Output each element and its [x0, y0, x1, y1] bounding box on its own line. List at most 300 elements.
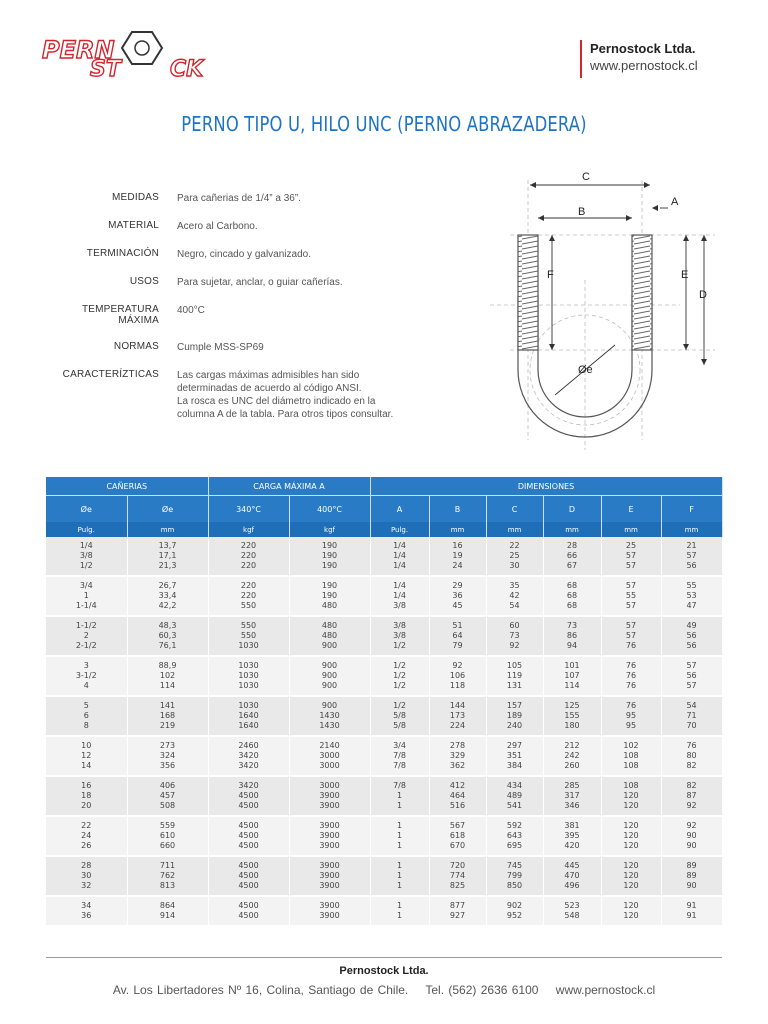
cell-value: 70	[686, 721, 697, 730]
spec-row	[40, 341, 470, 354]
table-cell	[289, 696, 370, 736]
logo-text-bottom-2: CK	[170, 57, 204, 82]
cell-value: 1	[396, 871, 403, 880]
cell-value: 190	[321, 561, 338, 570]
cell-value: 21	[686, 541, 697, 550]
cell-value: 76	[625, 701, 637, 710]
table-cell	[127, 576, 208, 616]
cell-value: 1	[396, 801, 403, 810]
cell-value: 774	[449, 871, 466, 880]
cell-value: 141	[159, 701, 176, 710]
cell-value: 56	[686, 641, 697, 650]
cell-value: 155	[564, 711, 580, 720]
cell-value: 7/8	[393, 751, 406, 760]
cell-value: 4500	[238, 871, 259, 880]
cell-value: 4500	[238, 801, 259, 810]
table-cell	[46, 816, 127, 856]
cell-value: 260	[564, 761, 580, 770]
cell-value: 1	[83, 591, 89, 600]
cell-value: 94	[566, 641, 578, 650]
spec-value	[177, 248, 467, 261]
cell-value: 56	[686, 671, 697, 680]
table-cell	[601, 896, 661, 926]
table-cell	[208, 776, 289, 816]
table-cell	[601, 696, 661, 736]
table-cell	[486, 816, 543, 856]
table-cell	[127, 776, 208, 816]
cell-value: 219	[159, 721, 176, 730]
footer-address: Av. Los Libertadores Nº 16, Colina, Santiago de Chile. Tel. (562) 2636 6100 www.pernostock.cl	[112, 983, 656, 997]
cell-value: 68	[566, 581, 578, 590]
cell-value: 457	[159, 791, 176, 800]
cell-value: 92	[686, 821, 697, 830]
spec-row	[40, 304, 470, 326]
spec-value-line: determinadas de acuerdo al código ANSI.	[177, 383, 362, 394]
cell-value: 900	[321, 681, 338, 690]
cell-value: 3900	[319, 861, 340, 870]
cell-value: 1/2	[79, 561, 93, 570]
unit-header: mm	[601, 522, 661, 537]
table-cell	[543, 696, 601, 736]
table-cell	[486, 696, 543, 736]
cell-value: 762	[159, 871, 176, 880]
cell-value: 3/8	[393, 631, 406, 640]
table-cell	[429, 776, 486, 816]
table-cell	[289, 896, 370, 926]
cell-value: 190	[321, 591, 338, 600]
cell-value: 1	[396, 901, 403, 910]
cell-value: 900	[321, 701, 338, 710]
cell-value: 317	[564, 791, 580, 800]
cell-value: 36	[81, 911, 92, 920]
cell-value: 381	[564, 821, 580, 830]
cell-value: 89	[686, 871, 697, 880]
spec-label: MATERIAL	[108, 220, 159, 231]
spec-value-line: Negro, cincado y galvanizado.	[177, 249, 311, 260]
table-cell	[46, 776, 127, 816]
cell-value: 1030	[238, 681, 259, 690]
cell-value: 131	[506, 681, 523, 690]
cell-value: 12	[81, 751, 92, 760]
cell-value: 660	[159, 841, 176, 850]
cell-value: 64	[452, 631, 463, 640]
cell-value: 102	[159, 671, 176, 680]
table-cell	[601, 816, 661, 856]
table-cell	[289, 776, 370, 816]
table-cell	[601, 616, 661, 656]
cell-value: 55	[625, 591, 637, 600]
unit-header: mm	[661, 522, 722, 537]
table-cell	[127, 816, 208, 856]
table-cell	[661, 856, 722, 896]
cell-value: 4500	[238, 791, 259, 800]
table-cell	[289, 576, 370, 616]
cell-value: 1	[396, 831, 403, 840]
cell-value: 14	[81, 761, 92, 770]
dim-label-oe: Øe	[578, 364, 593, 376]
cell-value: 825	[449, 881, 466, 890]
cell-value: 57	[625, 621, 637, 630]
table-row-group	[46, 776, 722, 816]
cell-value: 56	[686, 631, 697, 640]
cell-value: 799	[506, 871, 523, 880]
cell-value: 91	[686, 901, 697, 910]
cell-value: 3900	[319, 911, 340, 920]
group-header-dimensiones: DIMENSIONES	[370, 477, 722, 496]
table-row-group	[46, 696, 722, 736]
spec-value-line: 400°C	[177, 305, 205, 316]
cell-value: 36	[452, 591, 463, 600]
cell-value: 864	[159, 901, 176, 910]
cell-value: 92	[686, 801, 697, 810]
cell-value: 89	[686, 861, 697, 870]
cell-value: 76	[686, 741, 697, 750]
cell-value: 82	[686, 761, 697, 770]
unit-header: mm	[486, 522, 543, 537]
table-cell	[208, 736, 289, 776]
column-header: 400°C	[289, 496, 370, 523]
page-title: PERNO TIPO U, HILO UNC (PERNO ABRAZADERA)	[181, 112, 587, 136]
cell-value: 16	[81, 781, 92, 790]
cell-value: 3/8	[393, 601, 406, 610]
table-cell	[601, 656, 661, 696]
cell-value: 57	[625, 551, 637, 560]
spec-value	[177, 220, 467, 233]
table-cell	[429, 736, 486, 776]
company-website[interactable]: www.pernostock.cl	[590, 58, 698, 73]
company-name: Pernostock Ltda.	[590, 41, 696, 56]
table-cell	[127, 696, 208, 736]
cell-value: 351	[506, 751, 523, 760]
cell-value: 114	[564, 681, 580, 690]
company-header	[580, 40, 698, 78]
cell-value: 670	[449, 841, 466, 850]
table-cell	[601, 537, 661, 576]
cell-value: 4500	[238, 901, 259, 910]
spec-value-line: Acero al Carbono.	[177, 221, 258, 232]
table-cell	[429, 856, 486, 896]
table-cell	[127, 896, 208, 926]
cell-value: 88,9	[158, 661, 177, 670]
cell-value: 5/8	[393, 711, 406, 720]
cell-value: 900	[321, 661, 338, 670]
footer	[46, 957, 722, 997]
pernostock-logo	[40, 28, 230, 88]
cell-value: 82	[686, 781, 697, 790]
cell-value: 25	[509, 551, 520, 560]
table-cell	[46, 896, 127, 926]
cell-value: 24	[452, 561, 463, 570]
cell-value: 8	[83, 721, 89, 730]
cell-value: 406	[159, 781, 176, 790]
cell-value: 18	[81, 791, 92, 800]
cell-value: 224	[449, 721, 466, 730]
cell-value: 1	[396, 821, 403, 830]
cell-value: 592	[506, 821, 523, 830]
cell-value: 384	[506, 761, 523, 770]
cell-value: 57	[686, 661, 697, 670]
table-cell	[543, 736, 601, 776]
cell-value: 92	[509, 641, 520, 650]
table-cell	[486, 537, 543, 576]
table-cell	[46, 856, 127, 896]
dim-label-e: E	[681, 269, 689, 281]
cell-value: 76	[625, 681, 637, 690]
table-cell	[661, 616, 722, 656]
table-cell	[370, 856, 429, 896]
table-cell	[429, 616, 486, 656]
table-cell	[429, 537, 486, 576]
cell-value: 356	[159, 761, 176, 770]
cell-value: 29	[452, 581, 463, 590]
unit-header: kgf	[289, 522, 370, 537]
spec-label: USOS	[129, 276, 159, 287]
cell-value: 19	[452, 551, 463, 560]
table-row-group	[46, 856, 722, 896]
cell-value: 480	[321, 601, 338, 610]
cell-value: 26	[81, 841, 92, 850]
cell-value: 1-1/4	[75, 601, 97, 610]
cell-value: 4500	[238, 881, 259, 890]
cell-value: 16	[452, 541, 463, 550]
cell-value: 1	[396, 861, 403, 870]
table-cell	[601, 776, 661, 816]
cell-value: 57	[686, 551, 697, 560]
cell-value: 28	[566, 541, 578, 550]
cell-value: 508	[159, 801, 176, 810]
cell-value: 3900	[319, 901, 340, 910]
spec-value-line: Para cañerias de 1/4” a 36”.	[177, 193, 301, 204]
cell-value: 144	[449, 701, 466, 710]
cell-value: 90	[686, 881, 697, 890]
cell-value: 3/8	[393, 621, 406, 630]
cell-value: 2-1/2	[75, 641, 97, 650]
cell-value: 5	[83, 701, 89, 710]
table-cell	[543, 816, 601, 856]
cell-value: 1640	[238, 711, 259, 720]
table-cell	[370, 696, 429, 736]
cell-value: 3000	[319, 751, 340, 760]
table-cell	[661, 656, 722, 696]
cell-value: 57	[625, 581, 637, 590]
dim-label-f: F	[547, 269, 554, 281]
spec-value	[177, 192, 467, 205]
cell-value: 1030	[238, 701, 259, 710]
cell-value: 57	[625, 631, 637, 640]
cell-value: 1	[396, 911, 403, 920]
cell-value: 190	[321, 541, 338, 550]
table-cell	[46, 537, 127, 576]
cell-value: 95	[625, 721, 637, 730]
unit-header: Pulg.	[46, 522, 127, 537]
cell-value: 618	[449, 831, 466, 840]
dim-label-d: D	[699, 289, 707, 301]
cell-value: 79	[452, 641, 463, 650]
table-row-group	[46, 616, 722, 656]
cell-value: 496	[564, 881, 580, 890]
cell-value: 120	[623, 821, 639, 830]
spec-row	[40, 369, 470, 421]
cell-value: 3900	[319, 821, 340, 830]
dim-label-a: A	[671, 196, 679, 208]
cell-value: 850	[506, 881, 523, 890]
table-cell	[543, 537, 601, 576]
cell-value: 108	[623, 761, 639, 770]
cell-value: 76	[625, 641, 637, 650]
group-header-carga: CARGA MÁXIMA A	[208, 477, 370, 496]
table-cell	[601, 576, 661, 616]
cell-value: 4	[83, 681, 89, 690]
column-header-row	[46, 496, 722, 523]
cell-value: 1/2	[393, 671, 406, 680]
cell-value: 118	[449, 681, 466, 690]
cell-value: 3900	[319, 841, 340, 850]
cell-value: 362	[449, 761, 466, 770]
cell-value: 66	[566, 551, 578, 560]
cell-value: 33,4	[158, 591, 177, 600]
cell-value: 550	[240, 631, 257, 640]
cell-value: 1030	[238, 661, 259, 670]
cell-value: 3900	[319, 881, 340, 890]
table-cell	[429, 656, 486, 696]
cell-value: 120	[623, 841, 639, 850]
table-cell	[127, 537, 208, 576]
cell-value: 120	[623, 791, 639, 800]
cell-value: 120	[623, 861, 639, 870]
table-cell	[661, 736, 722, 776]
cell-value: 68	[566, 601, 578, 610]
cell-value: 610	[159, 831, 176, 840]
cell-value: 114	[159, 681, 176, 690]
table-cell	[486, 576, 543, 616]
table-row-group	[46, 576, 722, 616]
cell-value: 1/4	[393, 561, 406, 570]
cell-value: 550	[240, 621, 257, 630]
cell-value: 1/2	[393, 661, 406, 670]
cell-value: 57	[625, 601, 637, 610]
cell-value: 3	[83, 661, 89, 670]
cell-value: 120	[623, 911, 639, 920]
column-header: F	[661, 496, 722, 523]
cell-value: 4500	[238, 841, 259, 850]
table-cell	[661, 776, 722, 816]
cell-value: 7/8	[393, 781, 406, 790]
cell-value: 711	[159, 861, 176, 870]
column-header: Øe	[46, 496, 127, 523]
cell-value: 76	[625, 671, 637, 680]
cell-value: 24	[81, 831, 92, 840]
cell-value: 952	[506, 911, 523, 920]
cell-value: 3900	[319, 831, 340, 840]
spec-label: TEMPERATURA MÁXIMA	[81, 304, 159, 326]
table-cell	[370, 576, 429, 616]
unit-header: mm	[543, 522, 601, 537]
cell-value: 86	[566, 631, 578, 640]
cell-value: 1/2	[393, 641, 406, 650]
table-cell	[127, 736, 208, 776]
cell-value: 120	[623, 881, 639, 890]
spec-value-line: Para sujetar, anclar, o guiar cañerías.	[177, 277, 343, 288]
spec-label: TERMINACIÓN	[86, 248, 159, 259]
table-cell	[486, 616, 543, 656]
cell-value: 22	[81, 821, 92, 830]
table-cell	[429, 576, 486, 616]
cell-value: 4500	[238, 861, 259, 870]
cell-value: 1/4	[393, 541, 406, 550]
table-cell	[370, 616, 429, 656]
cell-value: 42,2	[158, 601, 177, 610]
cell-value: 57	[625, 561, 637, 570]
cell-value: 20	[81, 801, 92, 810]
cell-value: 516	[449, 801, 466, 810]
table-cell	[208, 537, 289, 576]
cell-value: 108	[623, 781, 639, 790]
table-cell	[661, 696, 722, 736]
cell-value: 3/4	[79, 581, 93, 590]
table-cell	[543, 656, 601, 696]
table-cell	[370, 537, 429, 576]
cell-value: 220	[240, 551, 257, 560]
cell-value: 25	[625, 541, 637, 550]
cell-value: 541	[506, 801, 523, 810]
cell-value: 1	[396, 791, 403, 800]
table-cell	[208, 856, 289, 896]
spec-list	[40, 192, 470, 436]
table-cell	[429, 696, 486, 736]
unit-header: kgf	[208, 522, 289, 537]
column-header: D	[543, 496, 601, 523]
dim-label-c: C	[582, 171, 590, 183]
cell-value: 324	[159, 751, 176, 760]
table-cell	[486, 856, 543, 896]
cell-value: 1/4	[79, 541, 93, 550]
cell-value: 3000	[319, 781, 340, 790]
cell-value: 3420	[238, 761, 259, 770]
cell-value: 22	[509, 541, 520, 550]
cell-value: 108	[623, 751, 639, 760]
cell-value: 49	[686, 621, 697, 630]
table-cell	[46, 696, 127, 736]
cell-value: 190	[321, 551, 338, 560]
cell-value: 190	[321, 581, 338, 590]
table-cell	[370, 736, 429, 776]
cell-value: 1/4	[393, 591, 406, 600]
spec-row	[40, 248, 470, 261]
cell-value: 3-1/2	[75, 671, 97, 680]
cell-value: 900	[321, 641, 338, 650]
table-cell	[370, 896, 429, 926]
table-cell	[601, 736, 661, 776]
table-cell	[486, 736, 543, 776]
column-header: Øe	[127, 496, 208, 523]
cell-value: 21,3	[158, 561, 177, 570]
cell-value: 434	[506, 781, 523, 790]
cell-value: 42	[509, 591, 520, 600]
cell-value: 6	[83, 711, 89, 720]
table-cell	[208, 656, 289, 696]
logo-text-bottom-1: ST	[90, 57, 121, 82]
cell-value: 1030	[238, 641, 259, 650]
cell-value: 120	[623, 901, 639, 910]
cell-value: 212	[564, 741, 580, 750]
spec-value	[177, 341, 467, 354]
table-cell	[46, 616, 127, 656]
cell-value: 73	[509, 631, 520, 640]
cell-value: 1/4	[393, 581, 406, 590]
table-row-group	[46, 736, 722, 776]
table-cell	[289, 736, 370, 776]
cell-value: 464	[449, 791, 466, 800]
